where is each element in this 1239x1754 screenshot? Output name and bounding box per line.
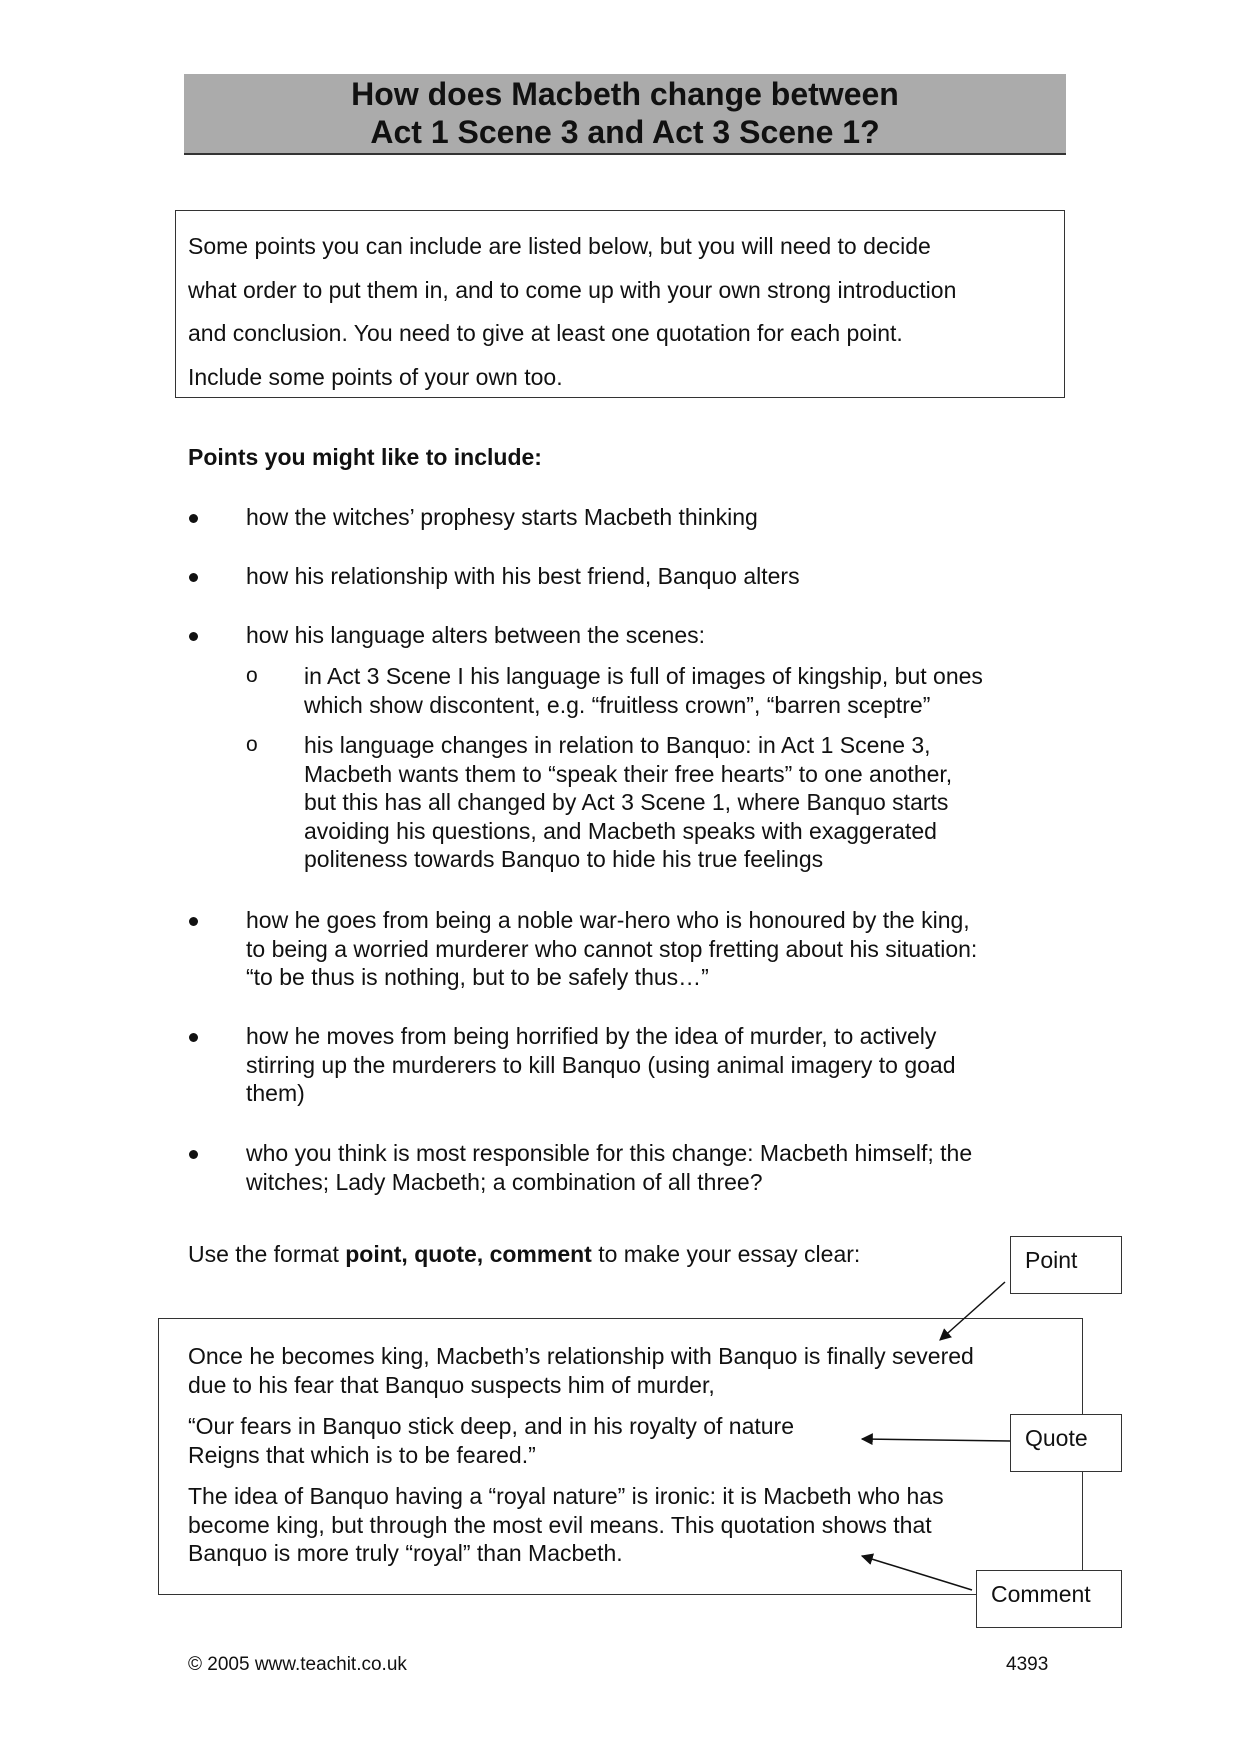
example-comment-line: become king, but through the most evil means. This quotation shows that: [188, 1511, 932, 1538]
example-quote-line: Reigns that which is to be feared.”: [188, 1441, 536, 1468]
bullet-line: how he moves from being horrified by the idea of murder, to actively: [246, 1023, 937, 1049]
bullet-line: how his language alters between the scenes:: [246, 622, 706, 648]
example-comment-line: The idea of Banquo having a “royal nature” is ironic: it is Macbeth who has: [188, 1483, 944, 1509]
sub-bullet-line: his language changes in relation to Banquo: in Act 1 Scene 3,: [304, 732, 931, 758]
bullet-line: them): [246, 1080, 305, 1106]
point-label-box: [1010, 1236, 1122, 1294]
bullet-line: witches; Lady Macbeth; a combination of all three?: [246, 1168, 763, 1195]
comment-arrow: [862, 1556, 972, 1590]
quote-label-box: [1010, 1414, 1122, 1472]
bullet-line: how his relationship with his best friend, Banquo alters: [246, 563, 800, 589]
bullet-line: who you think is most responsible for this change: Macbeth himself; the: [246, 1140, 973, 1166]
instructions-line: Some points you can include are listed below, but you will need to decide: [188, 233, 931, 259]
title-line-1: How does Macbeth change between: [351, 76, 899, 112]
point-arrow: [940, 1282, 1005, 1340]
bullet-line: how he goes from being a noble war-hero who is honoured by the king,: [246, 907, 970, 933]
example-point-line: due to his fear that Banquo suspects him of murder,: [188, 1371, 715, 1398]
comment-label-box: [976, 1570, 1122, 1628]
sub-bullet-line: but this has all changed by Act 3 Scene 1, where Banquo starts: [304, 789, 949, 815]
sub-bullet-line: in Act 3 Scene I his language is full of images of kingship, but ones: [304, 663, 983, 689]
example-comment-line: Banquo is more truly “royal” than Macbeth.: [188, 1540, 623, 1566]
footer-number: 4393: [1006, 1654, 1049, 1675]
format-keywords: point, quote, comment: [345, 1241, 592, 1267]
quote-arrow: [862, 1439, 1010, 1441]
title-line-2: Act 1 Scene 3 and Act 3 Scene 1?: [370, 114, 880, 150]
format-suffix: to make your essay clear:: [591, 1241, 861, 1267]
example-point-line: Once he becomes king, Macbeth’s relationship with Banquo is finally severed: [188, 1343, 974, 1369]
instructions-line: Include some points of your own too.: [188, 363, 563, 390]
format-prefix: Use the format: [188, 1241, 346, 1267]
example-quote-line: “Our fears in Banquo stick deep, and in his royalty of nature: [188, 1413, 794, 1439]
sub-bullet-marker: o: [246, 664, 258, 687]
bullet-line: “to be thus is nothing, but to be safely thus…”: [246, 964, 709, 990]
comment-label: Comment: [991, 1581, 1091, 1607]
points-heading: Points you might like to include:: [188, 444, 542, 470]
sub-bullet-line: which show discontent, e.g. “fruitless crown”, “barren sceptre”: [304, 691, 931, 718]
instructions-line: what order to put them in, and to come up with your own strong introduction: [188, 276, 957, 303]
point-label: Point: [1025, 1247, 1078, 1273]
sub-bullet-marker: o: [246, 733, 258, 756]
quote-label: Quote: [1025, 1425, 1088, 1451]
instructions-line: and conclusion. You need to give at least one quotation for each point.: [188, 320, 903, 346]
footer-copyright: © 2005 www.teachit.co.uk: [188, 1654, 407, 1675]
sub-bullet-line: avoiding his questions, and Macbeth speaks with exaggerated: [304, 817, 937, 844]
bullet-line: how the witches’ prophesy starts Macbeth thinking: [246, 504, 758, 530]
sub-bullet-line: politeness towards Banquo to hide his true feelings: [304, 846, 824, 872]
bullet-line: stirring up the murderers to kill Banquo (using animal imagery to goad: [246, 1051, 956, 1078]
sub-bullet-line: Macbeth wants them to “speak their free hearts” to one another,: [304, 760, 953, 787]
bullet-line: to being a worried murderer who cannot stop fretting about his situation:: [246, 935, 978, 962]
